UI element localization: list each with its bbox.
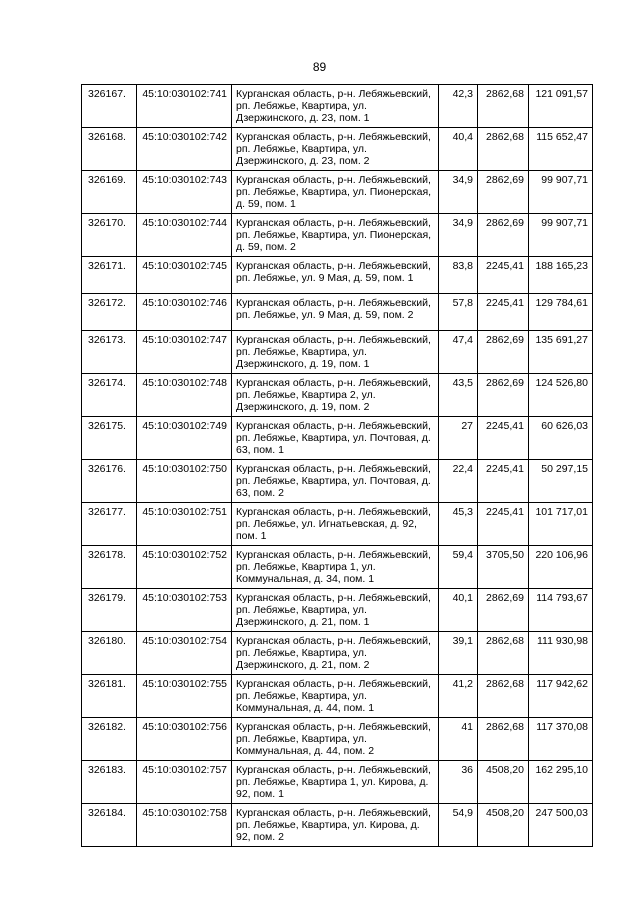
address-cell: Курганская область, р-н. Лебяжьевский, рп. Лебяжье, Квартира, ул. Кирова, д. 92, пом. 2 [232,804,439,847]
cadastral-value-cell: 188 165,23 [529,257,593,294]
area-cell: 41,2 [439,675,478,718]
cadastral-value-cell: 115 652,47 [529,128,593,171]
row-number-cell: 326175. [82,417,137,460]
address-cell: Курганская область, р-н. Лебяжьевский, рп. Лебяжье, ул. 9 Мая, д. 59, пом. 2 [232,294,439,331]
row-number-cell: 326170. [82,214,137,257]
address-cell: Курганская область, р-н. Лебяжьевский, рп. Лебяжье, Квартира, ул. Пионерская, д. 59, пом. 2 [232,214,439,257]
unit-value-cell: 2862,69 [478,589,529,632]
cadastral-value-cell: 247 500,03 [529,804,593,847]
cadastral-number-cell: 45:10:030102:748 [137,374,232,417]
cadastral-number-cell: 45:10:030102:744 [137,214,232,257]
cadastral-number-cell: 45:10:030102:741 [137,85,232,128]
area-cell: 54,9 [439,804,478,847]
address-cell: Курганская область, р-н. Лебяжьевский, рп. Лебяжье, Квартира, ул. Коммунальная, д. 44, пом. 1 [232,675,439,718]
table-row [82,589,593,632]
area-cell: 41 [439,718,478,761]
cadastral-number-cell: 45:10:030102:750 [137,460,232,503]
cadastral-number-cell: 45:10:030102:757 [137,761,232,804]
cadastral-number-cell: 45:10:030102:754 [137,632,232,675]
cadastral-value-cell: 60 626,03 [529,417,593,460]
address-cell: Курганская область, р-н. Лебяжьевский, рп. Лебяжье, Квартира, ул. Почтовая, д. 63, пом. 2 [232,460,439,503]
address-cell: Курганская область, р-н. Лебяжьевский, рп. Лебяжье, Квартира, ул. Пионерская, д. 59, пом. 1 [232,171,439,214]
row-number-cell: 326176. [82,460,137,503]
table-row [82,503,593,546]
cadastral-value-cell: 162 295,10 [529,761,593,804]
table-row [82,128,593,171]
cadastral-value-cell: 99 907,71 [529,171,593,214]
area-cell: 27 [439,417,478,460]
address-cell: Курганская область, р-н. Лебяжьевский, рп. Лебяжье, ул. 9 Мая, д. 59, пом. 1 [232,257,439,294]
cadastral-number-cell: 45:10:030102:745 [137,257,232,294]
cadastral-number-cell: 45:10:030102:749 [137,417,232,460]
cadastral-number-cell: 45:10:030102:751 [137,503,232,546]
row-number-cell: 326182. [82,718,137,761]
cadastral-value-cell: 121 091,57 [529,85,593,128]
address-cell: Курганская область, р-н. Лебяжьевский, рп. Лебяжье, Квартира, ул. Дзержинского, д. 19, пом. 1 [232,331,439,374]
table-row [82,294,593,331]
table-row [82,460,593,503]
row-number-cell: 326179. [82,589,137,632]
property-table-body [82,85,593,847]
cadastral-number-cell: 45:10:030102:752 [137,546,232,589]
row-number-cell: 326177. [82,503,137,546]
cadastral-value-cell: 220 106,96 [529,546,593,589]
unit-value-cell: 2245,41 [478,294,529,331]
address-cell: Курганская область, р-н. Лебяжьевский, рп. Лебяжье, Квартира, ул. Дзержинского, д. 21, пом. 2 [232,632,439,675]
cadastral-value-cell: 135 691,27 [529,331,593,374]
row-number-cell: 326174. [82,374,137,417]
area-cell: 47,4 [439,331,478,374]
address-cell: Курганская область, р-н. Лебяжьевский, рп. Лебяжье, Квартира, ул. Коммунальная, д. 44, пом. 2 [232,718,439,761]
address-cell: Курганская область, р-н. Лебяжьевский, рп. Лебяжье, Квартира, ул. Дзержинского, д. 21, пом. 1 [232,589,439,632]
row-number-cell: 326183. [82,761,137,804]
cadastral-value-cell: 101 717,01 [529,503,593,546]
address-cell: Курганская область, р-н. Лебяжьевский, рп. Лебяжье, ул. Игнатьевская, д. 92, пом. 1 [232,503,439,546]
table-row [82,546,593,589]
cadastral-value-cell: 114 793,67 [529,589,593,632]
address-cell: Курганская область, р-н. Лебяжьевский, рп. Лебяжье, Квартира, ул. Почтовая, д. 63, пом. 1 [232,417,439,460]
row-number-cell: 326171. [82,257,137,294]
area-cell: 36 [439,761,478,804]
table-row [82,374,593,417]
area-cell: 42,3 [439,85,478,128]
table-row [82,331,593,374]
table-row [82,417,593,460]
table-row [82,675,593,718]
address-cell: Курганская область, р-н. Лебяжьевский, рп. Лебяжье, Квартира, ул. Дзержинского, д. 23, пом. 1 [232,85,439,128]
cadastral-number-cell: 45:10:030102:747 [137,331,232,374]
area-cell: 40,4 [439,128,478,171]
row-number-cell: 326178. [82,546,137,589]
address-cell: Курганская область, р-н. Лебяжьевский, рп. Лебяжье, Квартира, ул. Дзержинского, д. 23, пом. 2 [232,128,439,171]
area-cell: 57,8 [439,294,478,331]
area-cell: 59,4 [439,546,478,589]
cadastral-number-cell: 45:10:030102:746 [137,294,232,331]
unit-value-cell: 2245,41 [478,460,529,503]
cadastral-value-cell: 129 784,61 [529,294,593,331]
row-number-cell: 326173. [82,331,137,374]
cadastral-number-cell: 45:10:030102:755 [137,675,232,718]
unit-value-cell: 2862,68 [478,85,529,128]
area-cell: 43,5 [439,374,478,417]
row-number-cell: 326184. [82,804,137,847]
table-row [82,761,593,804]
page-number: 89 [312,60,327,74]
address-cell: Курганская область, р-н. Лебяжьевский, рп. Лебяжье, Квартира 2, ул. Дзержинского, д. 19, пом. 2 [232,374,439,417]
cadastral-number-cell: 45:10:030102:756 [137,718,232,761]
unit-value-cell: 2862,69 [478,214,529,257]
row-number-cell: 326167. [82,85,137,128]
area-cell: 45,3 [439,503,478,546]
address-cell: Курганская область, р-н. Лебяжьевский, рп. Лебяжье, Квартира 1, ул. Коммунальная, д. 34, пом. 1 [232,546,439,589]
cadastral-value-cell: 117 942,62 [529,675,593,718]
cadastral-number-cell: 45:10:030102:742 [137,128,232,171]
area-cell: 83,8 [439,257,478,294]
unit-value-cell: 2245,41 [478,257,529,294]
address-cell: Курганская область, р-н. Лебяжьевский, рп. Лебяжье, Квартира 1, ул. Кирова, д. 92, пом. 1 [232,761,439,804]
table-row [82,718,593,761]
area-cell: 34,9 [439,171,478,214]
unit-value-cell: 2862,68 [478,632,529,675]
area-cell: 39,1 [439,632,478,675]
row-number-cell: 326180. [82,632,137,675]
table-row [82,214,593,257]
unit-value-cell: 2245,41 [478,417,529,460]
area-cell: 40,1 [439,589,478,632]
cadastral-value-cell: 50 297,15 [529,460,593,503]
table-row [82,85,593,128]
table-row [82,804,593,847]
cadastral-value-cell: 111 930,98 [529,632,593,675]
unit-value-cell: 2245,41 [478,503,529,546]
unit-value-cell: 2862,68 [478,128,529,171]
row-number-cell: 326169. [82,171,137,214]
cadastral-number-cell: 45:10:030102:758 [137,804,232,847]
row-number-cell: 326172. [82,294,137,331]
area-cell: 34,9 [439,214,478,257]
table-row [82,632,593,675]
row-number-cell: 326181. [82,675,137,718]
unit-value-cell: 2862,69 [478,331,529,374]
cadastral-number-cell: 45:10:030102:753 [137,589,232,632]
cadastral-value-cell: 99 907,71 [529,214,593,257]
unit-value-cell: 3705,50 [478,546,529,589]
unit-value-cell: 4508,20 [478,804,529,847]
unit-value-cell: 4508,20 [478,761,529,804]
table-row [82,171,593,214]
row-number-cell: 326168. [82,128,137,171]
unit-value-cell: 2862,68 [478,718,529,761]
unit-value-cell: 2862,68 [478,675,529,718]
unit-value-cell: 2862,69 [478,171,529,214]
table-row [82,257,593,294]
area-cell: 22,4 [439,460,478,503]
unit-value-cell: 2862,69 [478,374,529,417]
cadastral-number-cell: 45:10:030102:743 [137,171,232,214]
property-table [81,84,593,847]
cadastral-value-cell: 117 370,08 [529,718,593,761]
cadastral-value-cell: 124 526,80 [529,374,593,417]
